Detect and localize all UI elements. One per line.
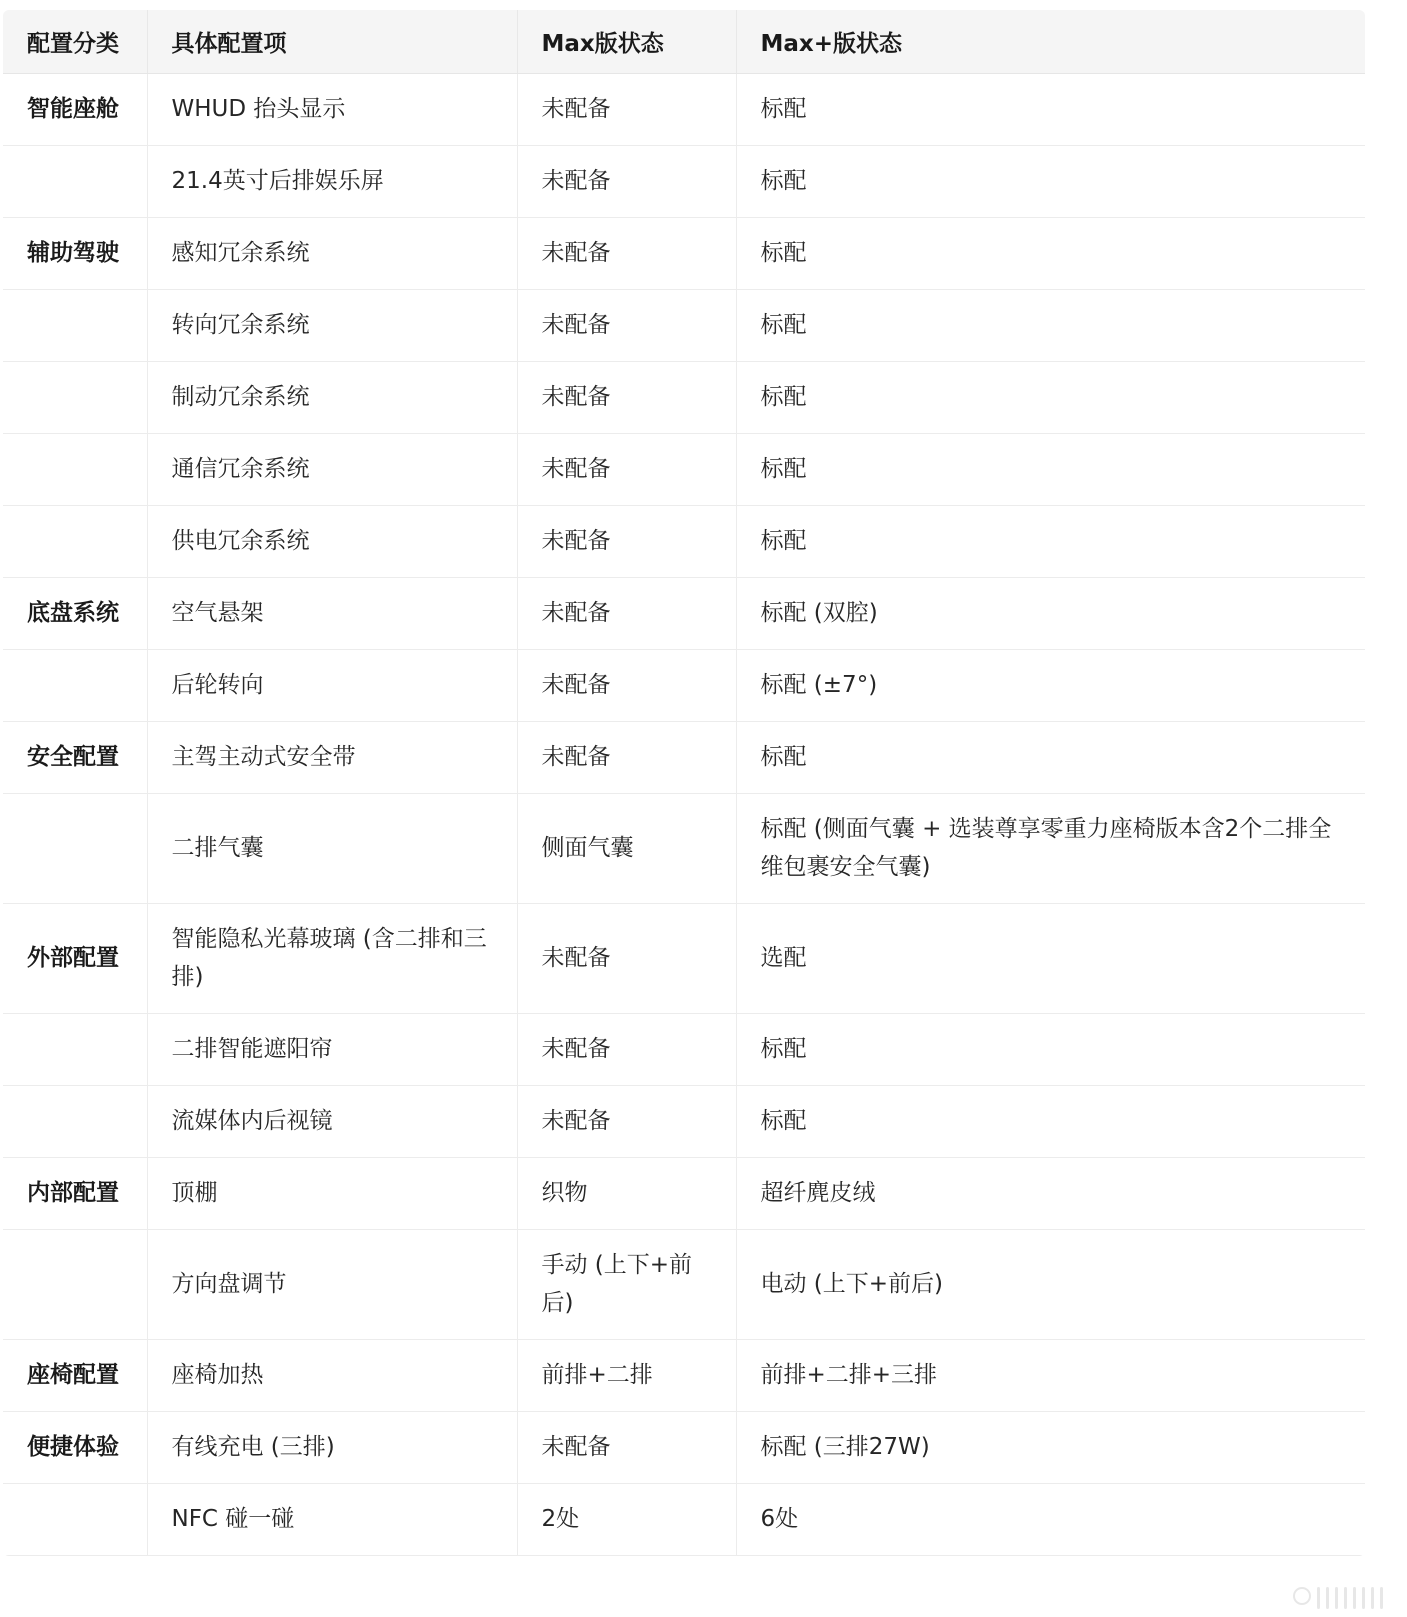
max-status-cell: 未配备 xyxy=(517,1411,736,1483)
category-cell: 座椅配置 xyxy=(3,1339,147,1411)
category-cell xyxy=(3,1013,147,1085)
category-cell xyxy=(3,289,147,361)
category-cell xyxy=(3,505,147,577)
max-status-cell: 未配备 xyxy=(517,433,736,505)
max-status-cell: 未配备 xyxy=(517,1013,736,1085)
category-cell xyxy=(3,1085,147,1157)
max-plus-status-cell: 标配 xyxy=(736,217,1365,289)
config-item-cell: 21.4英寸后排娱乐屏 xyxy=(147,145,517,217)
config-item-cell: 智能隐私光幕玻璃 (含二排和三排) xyxy=(147,903,517,1013)
max-status-cell: 侧面气囊 xyxy=(517,793,736,903)
max-plus-status-cell: 标配 (侧面气囊 + 选装尊享零重力座椅版本含2个二排全维包裹安全气囊) xyxy=(736,793,1365,903)
config-item-cell: 有线充电 (三排) xyxy=(147,1411,517,1483)
max-plus-status-cell: 标配 xyxy=(736,1085,1365,1157)
table-row xyxy=(3,1483,1365,1555)
category-cell xyxy=(3,145,147,217)
config-item-cell: NFC 碰一碰 xyxy=(147,1483,517,1555)
max-status-cell: 未配备 xyxy=(517,217,736,289)
config-item-cell: 感知冗余系统 xyxy=(147,217,517,289)
max-plus-status-cell: 标配 xyxy=(736,145,1365,217)
config-item-cell: 二排气囊 xyxy=(147,793,517,903)
max-plus-status-cell: 标配 xyxy=(736,721,1365,793)
config-item-cell: 主驾主动式安全带 xyxy=(147,721,517,793)
table-row xyxy=(3,145,1365,217)
table-row xyxy=(3,1229,1365,1339)
table-row xyxy=(3,217,1365,289)
category-cell xyxy=(3,361,147,433)
category-cell xyxy=(3,1229,147,1339)
category-cell: 辅助驾驶 xyxy=(3,217,147,289)
table-row xyxy=(3,793,1365,903)
category-cell: 智能座舱 xyxy=(3,73,147,145)
header-config-item: 具体配置项 xyxy=(147,10,517,73)
table-row xyxy=(3,505,1365,577)
config-comparison-table xyxy=(3,10,1365,1556)
max-status-cell: 未配备 xyxy=(517,73,736,145)
config-item-cell: 二排智能遮阳帘 xyxy=(147,1013,517,1085)
max-plus-status-cell: 标配 xyxy=(736,1013,1365,1085)
max-plus-status-cell: 标配 xyxy=(736,433,1365,505)
max-plus-status-cell: 标配 xyxy=(736,505,1365,577)
max-plus-status-cell: 标配 (三排27W) xyxy=(736,1411,1365,1483)
table-row xyxy=(3,433,1365,505)
table-row xyxy=(3,649,1365,721)
max-plus-status-cell: 选配 xyxy=(736,903,1365,1013)
config-item-cell: 供电冗余系统 xyxy=(147,505,517,577)
max-status-cell: 未配备 xyxy=(517,903,736,1013)
category-cell xyxy=(3,433,147,505)
config-table-container xyxy=(3,10,1365,1556)
table-row xyxy=(3,1339,1365,1411)
category-cell: 安全配置 xyxy=(3,721,147,793)
table-row xyxy=(3,73,1365,145)
max-status-cell: 未配备 xyxy=(517,721,736,793)
table-row xyxy=(3,289,1365,361)
max-status-cell: 前排+二排 xyxy=(517,1339,736,1411)
category-cell: 便捷体验 xyxy=(3,1411,147,1483)
max-plus-status-cell: 电动 (上下+前后) xyxy=(736,1229,1365,1339)
config-item-cell: 方向盘调节 xyxy=(147,1229,517,1339)
table-row xyxy=(3,721,1365,793)
config-item-cell: 转向冗余系统 xyxy=(147,289,517,361)
category-cell: 外部配置 xyxy=(3,903,147,1013)
max-plus-status-cell: 标配 xyxy=(736,73,1365,145)
max-plus-status-cell: 6处 xyxy=(736,1483,1365,1555)
config-item-cell: 后轮转向 xyxy=(147,649,517,721)
max-plus-status-cell: 前排+二排+三排 xyxy=(736,1339,1365,1411)
category-cell: 底盘系统 xyxy=(3,577,147,649)
config-item-cell: 制动冗余系统 xyxy=(147,361,517,433)
config-item-cell: 流媒体内后视镜 xyxy=(147,1085,517,1157)
max-plus-status-cell: 标配 (±7°) xyxy=(736,649,1365,721)
max-status-cell: 未配备 xyxy=(517,577,736,649)
table-row xyxy=(3,1411,1365,1483)
max-status-cell: 织物 xyxy=(517,1157,736,1229)
category-cell xyxy=(3,1483,147,1555)
config-item-cell: 顶棚 xyxy=(147,1157,517,1229)
max-plus-status-cell: 标配 (双腔) xyxy=(736,577,1365,649)
max-status-cell: 未配备 xyxy=(517,505,736,577)
table-header-row xyxy=(3,10,1365,73)
table-row xyxy=(3,903,1365,1013)
table-row xyxy=(3,1157,1365,1229)
max-plus-status-cell: 标配 xyxy=(736,289,1365,361)
header-max-status: Max版状态 xyxy=(517,10,736,73)
table-row xyxy=(3,361,1365,433)
config-item-cell: WHUD 抬头显示 xyxy=(147,73,517,145)
watermark-logo xyxy=(1293,1587,1383,1609)
config-item-cell: 空气悬架 xyxy=(147,577,517,649)
max-status-cell: 手动 (上下+前后) xyxy=(517,1229,736,1339)
max-status-cell: 未配备 xyxy=(517,289,736,361)
max-plus-status-cell: 标配 xyxy=(736,361,1365,433)
config-item-cell: 通信冗余系统 xyxy=(147,433,517,505)
table-row xyxy=(3,1013,1365,1085)
header-max-plus-status: Max+版状态 xyxy=(736,10,1365,73)
max-plus-status-cell: 超纤麂皮绒 xyxy=(736,1157,1365,1229)
header-category: 配置分类 xyxy=(3,10,147,73)
table-row xyxy=(3,577,1365,649)
category-cell: 内部配置 xyxy=(3,1157,147,1229)
max-status-cell: 未配备 xyxy=(517,1085,736,1157)
max-status-cell: 未配备 xyxy=(517,649,736,721)
category-cell xyxy=(3,793,147,903)
max-status-cell: 未配备 xyxy=(517,361,736,433)
config-item-cell: 座椅加热 xyxy=(147,1339,517,1411)
max-status-cell: 未配备 xyxy=(517,145,736,217)
table-row xyxy=(3,1085,1365,1157)
max-status-cell: 2处 xyxy=(517,1483,736,1555)
category-cell xyxy=(3,649,147,721)
